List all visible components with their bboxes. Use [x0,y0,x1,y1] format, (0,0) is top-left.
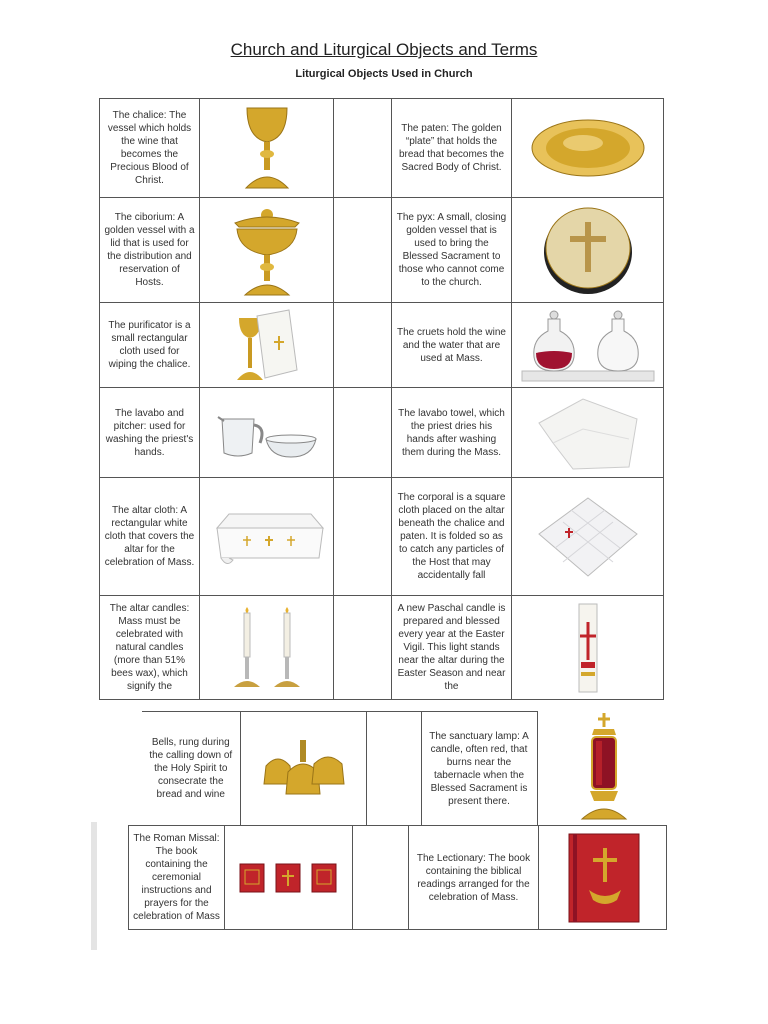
liturgical-objects-table [99,98,664,700]
spacer-cell [537,712,562,826]
paschal-candle-description: A new Paschal candle is prepared and blessed every year at the Easter Vigil. This light stands near the altar during the Easter Season and near the [392,596,512,700]
page-edge-shadow [91,822,97,950]
lectionary-description: The Lectionary: The book containing the biblical readings arranged for the celebration of Mass. [409,826,539,930]
altar-candles-image [200,596,334,700]
books-table [128,825,667,930]
paschal-candle-image [512,596,664,700]
spacer-cell [334,388,392,478]
lavabo-pitcher-image [200,388,334,478]
page-title: Church and Liturgical Objects and Terms [230,40,538,59]
table-row [100,596,664,700]
spacer-cell [334,303,392,388]
corporal-description: The corporal is a square cloth placed on the altar beneath the chalice and paten. It is folded so as to catch any particles of the Host that may accidentally fall [392,478,512,596]
sanctuary-lamp-image [572,711,636,823]
bells-description: Bells, rung during the calling down of the Holy Spirit to consecrate the bread and wine [142,712,240,826]
purificator-image [200,303,334,388]
altar-candles-description: The altar candles: Mass must be celebrated with natural candles (more than 51% bees wax), which signify the [100,596,200,700]
spacer-cell [353,826,409,930]
spacer-cell [334,478,392,596]
spacer-cell [366,712,421,826]
cruets-description: The cruets hold the wine and the water that are used at Mass. [392,303,512,388]
pyx-description: The pyx: A small, closing golden vessel that is used to bring the Blessed Sacrament to those who cannot come to the church. [392,198,512,303]
ciborium-image [200,198,334,303]
table-row [100,478,664,596]
lavabo-pitcher-description: The lavabo and pitcher: used for washing the priest's hands. [100,388,200,478]
roman-missal-image [225,826,353,930]
paten-image [512,99,664,198]
lavabo-towel-description: The lavabo towel, which the priest dries his hands after washing them during the Mass. [392,388,512,478]
corporal-image [512,478,664,596]
roman-missal-description: The Roman Missal: The book containing the ceremonial instructions and prayers for the celebration of Mass [129,826,225,930]
purificator-description: The purificator is a small rectangular cloth used for wiping the chalice. [100,303,200,388]
table-row [129,826,667,930]
sanctuary-lamp-description: The sanctuary lamp: A candle, often red, that burns near the tabernacle when the Blessed Sacrament is present there. [421,712,537,826]
chalice-description: The chalice: The vessel which holds the wine that becomes the Precious Blood of Christ. [100,99,200,198]
altar-cloth-image [200,478,334,596]
cruets-image [512,303,664,388]
paten-description: The paten: The golden “plate” that holds the bread that becomes the Sacred Body of Christ. [392,99,512,198]
table-row [100,388,664,478]
spacer-cell [334,99,392,198]
table-row [100,198,664,303]
altar-bells-image [240,712,366,826]
lavabo-towel-image [512,388,664,478]
table-row [100,303,664,388]
chalice-image [200,99,334,198]
spacer-cell [334,596,392,700]
pyx-image [512,198,664,303]
bells-lamp-table [142,711,562,826]
spacer-cell [334,198,392,303]
page-subtitle: Liturgical Objects Used in Church [295,68,473,80]
table-row [100,99,664,198]
lectionary-image [539,826,667,930]
table-row [142,712,562,826]
ciborium-description: The ciborium: A golden vessel with a lid that is used for the distribution and reservation of Hosts. [100,198,200,303]
altar-cloth-description: The altar cloth: A rectangular white cloth that covers the altar for the celebration of Mass. [100,478,200,596]
